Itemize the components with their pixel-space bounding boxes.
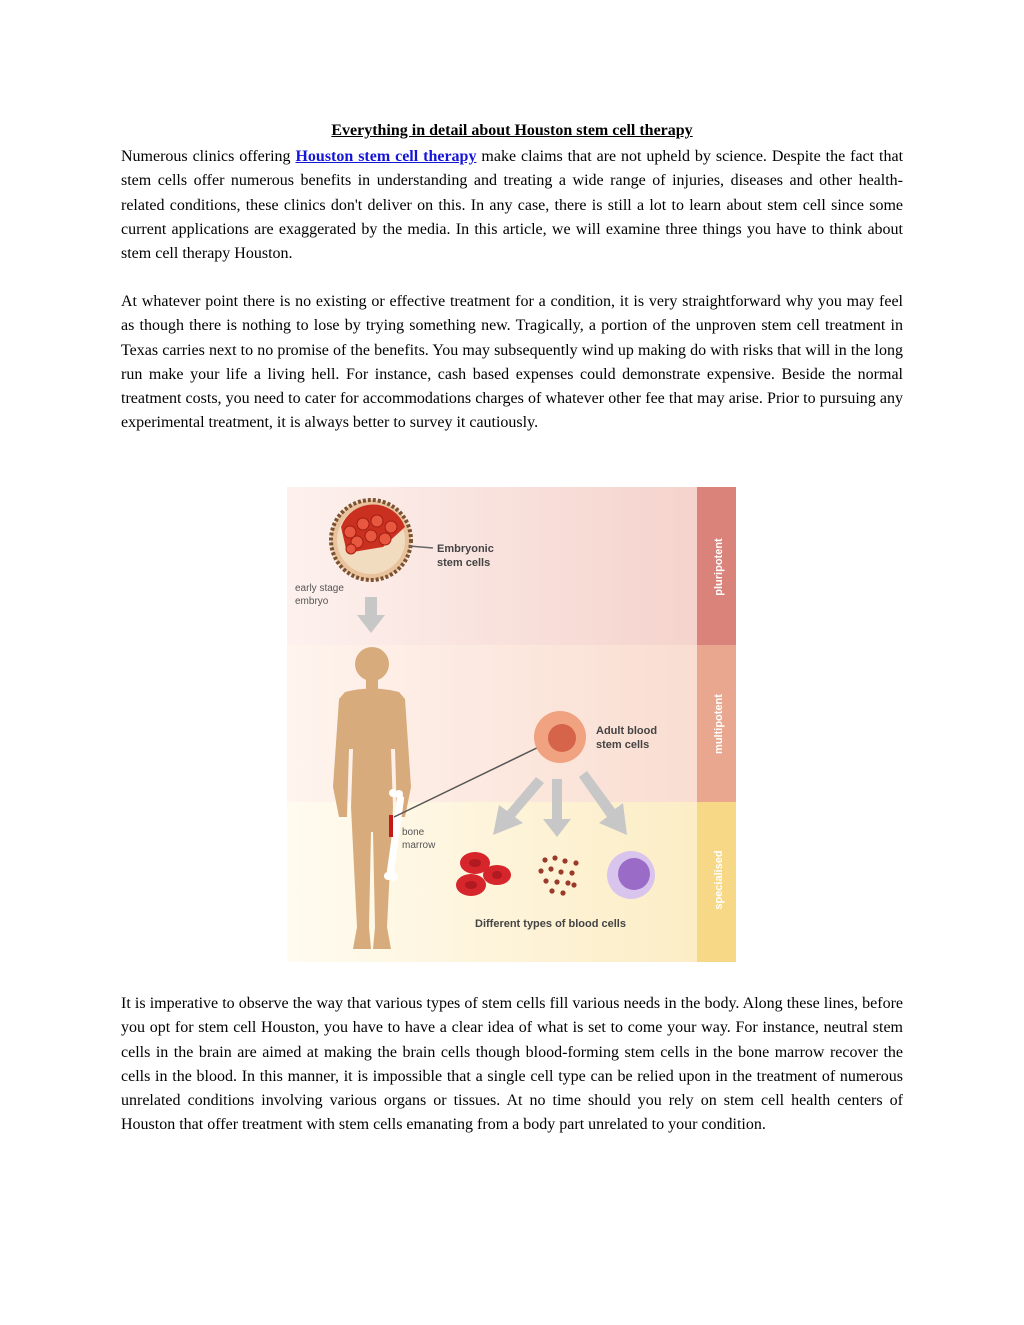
blood-cells-label: Different types of blood cells (475, 918, 626, 930)
embryonic-label-line2: stem cells (437, 557, 491, 569)
marrow-label-line2: marrow (402, 840, 436, 851)
paragraph-cell-types: It is imperative to observe the way that various types of stem cells fill various needs in the body. Along these lines, before you opt for stem cell Houston, you have to have a clear idea of what is set to come your way. For instance, neutral stem cells in the brain are aimed at making the brain cells though blood-forming stem cells in the bone marrow recover the cells in the blood. In this manner, it is impossible that a single cell type can be relied upon in the treatment of numerous unrelated conditions involving various organs or tissues. At no time should you rely on stem cell health centers of Houston that offer treatment with stem cells emanating from a body part unrelated to your condition. (121, 995, 903, 1134)
paragraph-intro-lead: Numerous clinics offering (121, 148, 291, 165)
paragraph-intro (121, 145, 903, 266)
embryo-label-line2: embryo (295, 596, 329, 607)
multipotent-label: multipotent (713, 694, 725, 754)
adult-label-line1: Adult blood (596, 725, 658, 737)
marrow-label-line1: bone (402, 827, 425, 838)
paragraph-treatment: At whatever point there is no existing or effective treatment for a condition, it is very straightforward why you may feel as though there is nothing to lose by trying something new. Tragically, a portion of the unproven stem cell treatment in Texas carries next to no promise of the benefits. You may subsequently wind up making do with risks that will in the long run make your life a living hell. For instance, cash based expenses could demonstrate expensive. Beside the normal treatment costs, you need to cater for accommodations charges of whatever other fee that may arise. Prior to pursuing any experimental treatment, it is always better to survey it cautiously. (121, 293, 903, 432)
bone-marrow-marker (389, 815, 393, 837)
pluripotent-label: pluripotent (713, 538, 725, 596)
white-blood-cell-nucleus (618, 858, 650, 890)
houston-stem-cell-therapy-link[interactable]: Houston stem cell therapy (295, 148, 477, 165)
stem-cell-diagram-svg (287, 487, 736, 962)
specialised-label: specialised (713, 850, 725, 910)
paragraph-intro-rest: make claims that are not upheld by science. Despite the fact that stem cells offer numerous benefits in understanding and treating a wide range of injuries, diseases and other health-related conditions, these clinics don't deliver on this. In any case, there is still a lot to learn about stem cell since some current applications are exaggerated by the media. In this article, we will examine three things you have to think about stem cell therapy Houston. (121, 148, 904, 263)
embryo-label-line1: early stage (295, 583, 344, 594)
adult-stem-cell-nucleus (548, 724, 576, 752)
stem-cell-diagram (287, 487, 736, 962)
document-title: Everything in detail about Houston stem cell therapy (331, 122, 693, 139)
embryonic-label-line1: Embryonic (437, 543, 494, 555)
adult-label-line2: stem cells (596, 739, 650, 751)
embryo-illustration (331, 500, 411, 580)
